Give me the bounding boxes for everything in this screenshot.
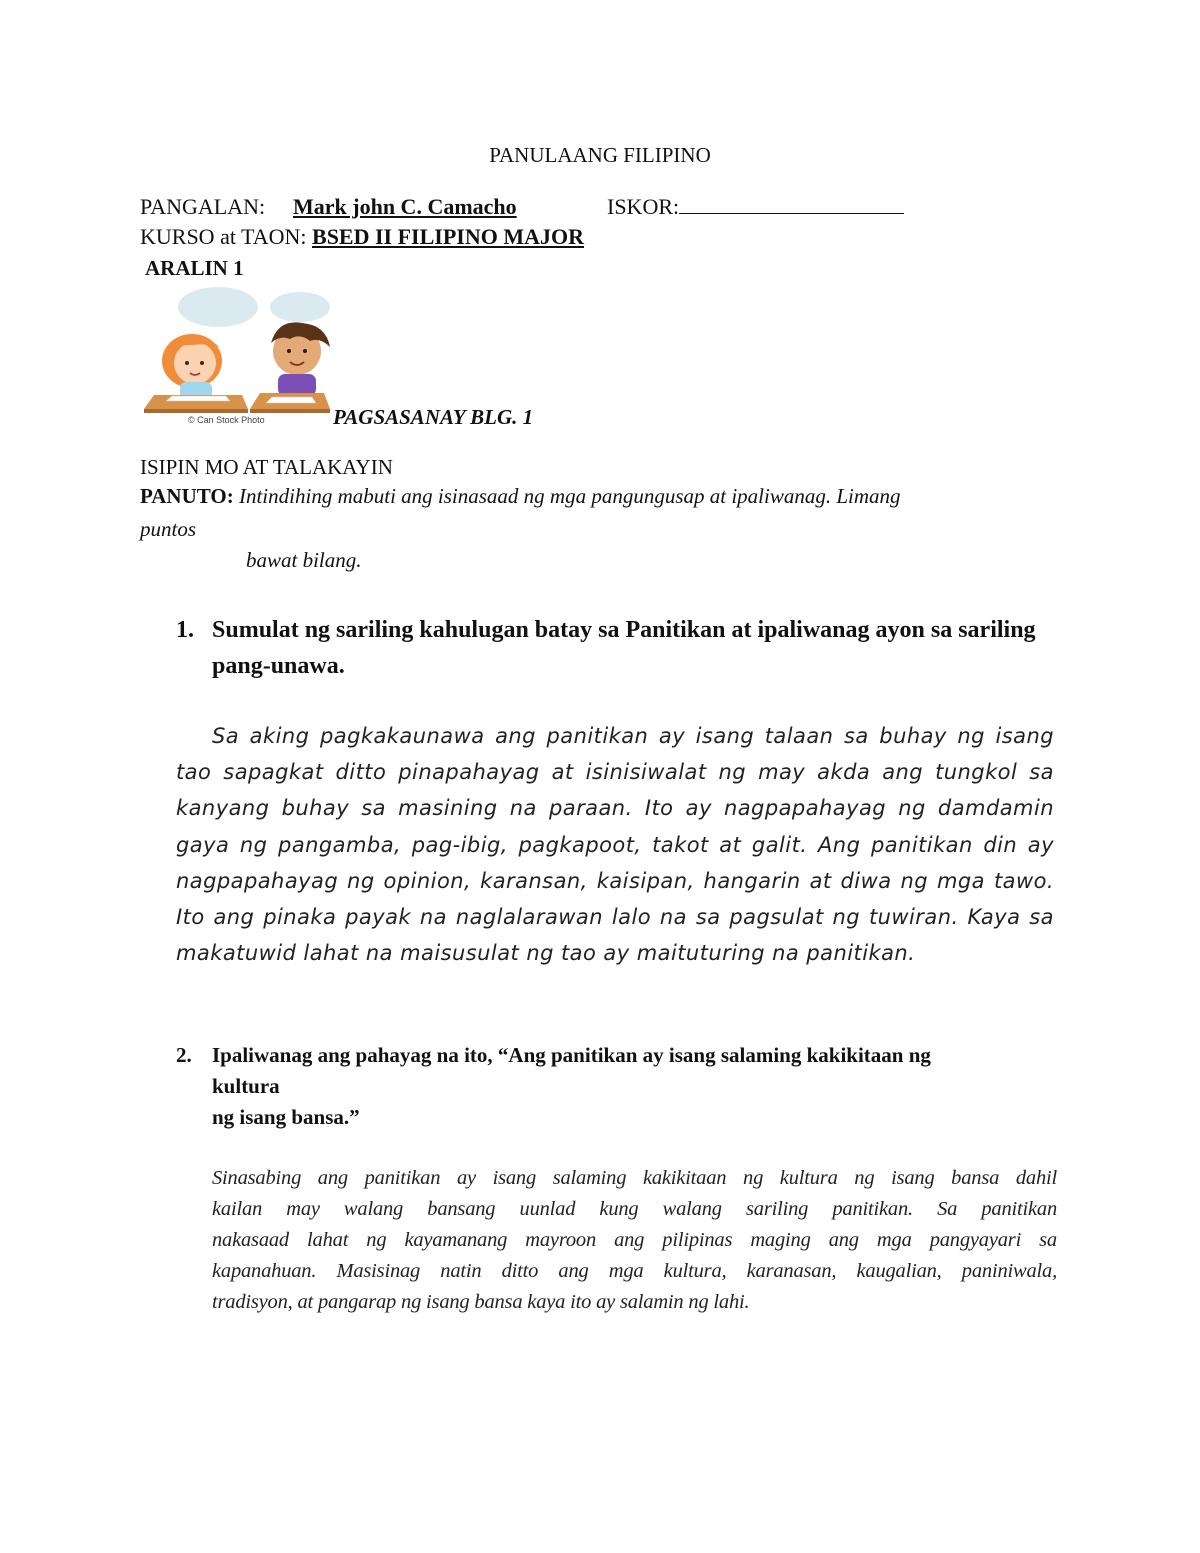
speech-bubble-icon [270,292,330,322]
answer-1 [176,718,1054,971]
question-number: 2. [176,1043,192,1067]
instruction-label: PANUTO: [140,484,234,508]
question-text-line: Ipaliwanag ang pahayag na ito, “Ang panitikan ay isang salaming kakikitaan ng [212,1043,931,1067]
question-text-line: ng isang bansa.” [212,1105,360,1129]
answer-2 [212,1163,1057,1318]
students-illustration [140,285,332,427]
exercise-label: PAGSASANAY BLG. 1 [333,405,534,429]
lesson-label: ARALIN 1 [145,256,244,280]
question-text-line: kultura [212,1074,280,1098]
page-title: PANULAANG FILIPINO [489,143,711,167]
speech-bubble-icon [178,287,258,327]
course-row [140,224,584,250]
instruction-line [140,484,901,509]
name-value: Mark john C. Camacho [293,194,517,219]
instruction-text-end: bawat bilang. [246,548,362,572]
course-label: KURSO at TAON: [140,224,307,249]
score-label: ISKOR: [607,194,680,219]
answer-text: Sa aking pagkakaunawa ang panitikan ay isang talaan sa buhay ng isang tao sapagkat ditto pinapahayag at isinisiwalat ng may akda ang tungkol sa kanyang buhay sa masining na paraan. Ito ay nagpapahayag ng damdamin gaya ng pangamba, pag-ibig, pagkapoot, takot at galit. Ang panitikan din ay nagpapahayag ng opinion, karansan, kaisipan, hangarin at diwa ng mga tawo. Ito ang pinaka payak na naglalarawan lalo na sa pagsulat ng tuwiran. Kaya sa makatuwid lahat na maisusulat ng tao ay maituturing na panitikan. [176,724,1054,966]
answer-line: kapanahuan. Masisinag natin ditto ang mga kultura, karanasan, kaugalian, paniniwala, [212,1260,1057,1282]
name-label: PANGALAN: [140,194,266,219]
question-2 [176,1040,1056,1133]
answer-line: nakasaad lahat ng kayamanang mayroon ang pilipinas maging ang mga pangyayari sa [212,1229,1057,1251]
course-value: BSED II FILIPINO MAJOR [312,224,584,249]
score-blank-line [679,195,904,214]
image-caption: © Can Stock Photo [188,415,265,425]
section-heading: ISIPIN MO AT TALAKAYIN [140,455,393,479]
question-number: 1. [176,617,194,643]
boy-figure [271,322,330,396]
answer-line: kailan may walang bansang uunlad kung walang sariling panitikan. Sa panitikan [212,1198,1057,1220]
instruction-text-cont: puntos [140,517,197,541]
question-1 [176,612,1076,684]
answer-line: tradisyon, at pangarap ng isang bansa kaya ito ay salamin ng lahi. [212,1291,750,1313]
instruction-text: Intindihing mabuti ang isinasaad ng mga pangungusap at ipaliwanag. Limang [238,484,901,508]
score-field [607,194,904,220]
girl-figure [162,334,222,402]
answer-line: Sinasabing ang panitikan ay isang salaming kakikitaan ng kultura ng isang bansa dahil [212,1167,1057,1189]
question-text: Sumulat ng sariling kahulugan batay sa Panitikan at ipaliwanag ayon sa sariling pang-unawa. [212,617,1036,679]
